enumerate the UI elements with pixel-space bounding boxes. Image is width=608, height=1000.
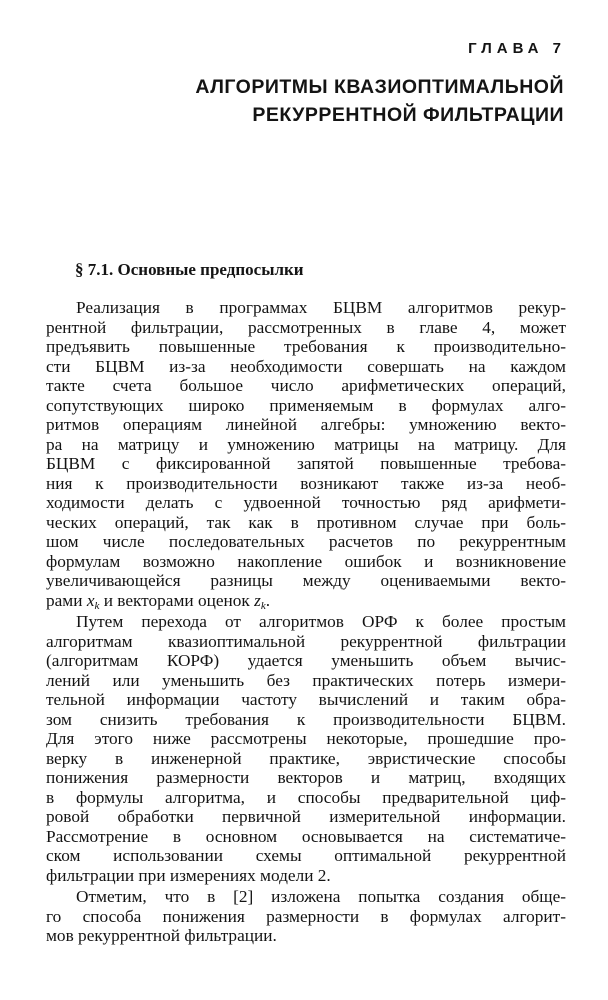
- paragraph-3: [46, 887, 566, 946]
- text-line: ческих операций, так как в противном случае при боль-: [46, 512, 566, 532]
- text-line: ходимости делать с удвоенной точностью ряд арифмети-: [46, 493, 566, 512]
- text-line: сти БЦВМ из-за необходимости совершать на каждом: [46, 356, 566, 376]
- text-line: сопутствующих широко применяемым в формулах алго-: [46, 395, 566, 415]
- text-line: зом снизить требования к производительности БЦВМ.: [46, 709, 566, 729]
- text-line: ритмов операциям линейной алгебры: умножению векто-: [46, 415, 566, 434]
- text-line: такте счета большое число арифметических операций,: [46, 376, 566, 395]
- text-line: го способа понижения размерности в формулах алгорит-: [46, 906, 566, 926]
- text-line: шом числе последовательных расчетов по рекуррентным: [46, 532, 566, 551]
- text-line: Для этого ниже рассмотрены некоторые, прошедшие про-: [46, 729, 566, 748]
- text-line-formula: [46, 591, 566, 611]
- text-line: ния к производительности возникают также из-за необ-: [46, 473, 566, 493]
- text-line: мов рекуррентной фильтрации.: [46, 926, 277, 945]
- chapter-title-line-1: АЛГОРИТМЫ КВАЗИОПТИМАЛЬНОЙ: [195, 76, 564, 98]
- var-x-subscript: k: [94, 599, 100, 612]
- body-text: [46, 298, 566, 948]
- text-line: лений или уменьшить без практических потерь измери-: [46, 670, 566, 690]
- text-fragment: .: [265, 590, 271, 610]
- text-line: предъявить повышенные требования к производительно-: [46, 337, 566, 356]
- chapter-title-line-2: РЕКУРРЕНТНОЙ ФИЛЬТРАЦИИ: [252, 104, 564, 126]
- var-z: z: [254, 590, 261, 610]
- text-line: БЦВМ с фиксированной запятой повышенные требова-: [46, 454, 566, 473]
- text-line: тельной информации частоту вычислений и таким обра-: [46, 690, 566, 709]
- text-line: ровой обработки первичной измерительной информации.: [46, 807, 566, 826]
- text-line: рентной фильтрации, рассмотренных в главе 4, может: [46, 317, 566, 337]
- chapter-label: ГЛАВА 7: [468, 40, 566, 57]
- text-line: ском использовании схемы оптимальной рекуррентной: [46, 846, 566, 865]
- text-line: Реализация в программах БЦВМ алгоритмов рекур-: [76, 298, 566, 317]
- text-line: формулам возможно накопление ошибок и возникновение: [46, 551, 566, 571]
- text-line: Путем перехода от алгоритмов ОРФ к более простым: [76, 612, 566, 631]
- paragraph-2: [46, 612, 566, 885]
- text-line: увеличивающейся разницы между оцениваемыми векто-: [46, 571, 566, 590]
- text-line: в формулы алгоритма, и способы предварительной циф-: [46, 787, 566, 807]
- text-line: алгоритмам квазиоптимальной рекуррентной фильтрации: [46, 631, 566, 651]
- text-line: верку в инженерной практике, эвристические способы: [46, 748, 566, 768]
- text-fragment: рами: [46, 590, 87, 610]
- text-line: ра на матрицу и умножению матрицы на матрицу. Для: [46, 434, 566, 454]
- text-fragment: и векторами оценок: [99, 590, 255, 610]
- paragraph-1: [46, 298, 566, 610]
- text-line: Отметим, что в [2] изложена попытка создания обще-: [76, 887, 566, 906]
- chapter-title: [195, 73, 564, 129]
- var-x: x: [86, 590, 95, 610]
- text-line: фильтрации при измерениях модели 2.: [46, 865, 331, 885]
- text-line: (алгоритмам КОРФ) удается уменьшить объем вычис-: [46, 651, 566, 670]
- text-line: понижения размерности векторов и матриц, входящих: [46, 768, 566, 787]
- text-line: Рассмотрение в основном основывается на систематиче-: [46, 826, 566, 846]
- var-z-subscript: k: [260, 599, 266, 612]
- section-heading: § 7.1. Основные предпосылки: [75, 260, 304, 279]
